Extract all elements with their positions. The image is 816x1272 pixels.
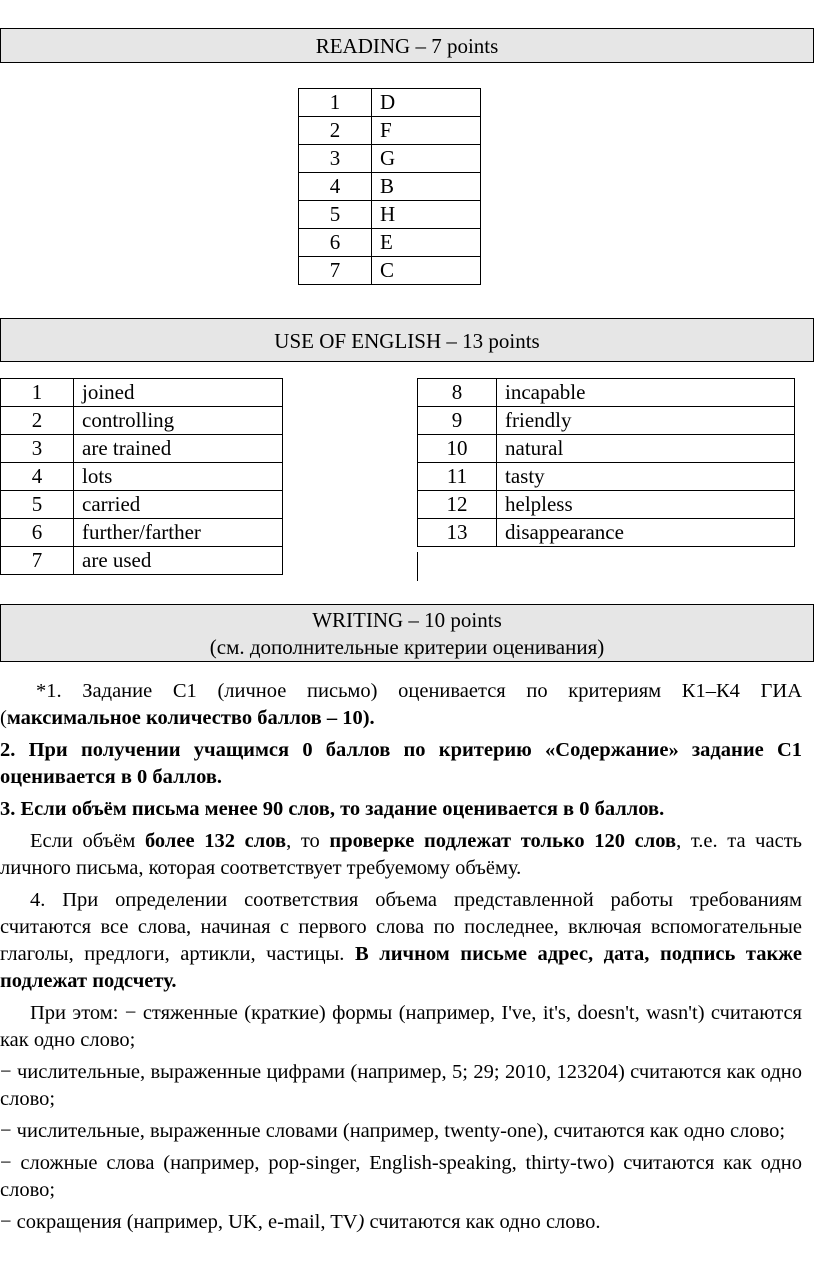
answer-row (299, 117, 481, 145)
writing-banner (0, 604, 814, 662)
reading-banner (0, 28, 814, 63)
use-of-english-title: USE OF ENGLISH – 13 points (274, 329, 540, 353)
answer-row (299, 201, 481, 229)
criteria-paragraph-2: 2. При получении учащимся 0 баллов по критерию «Содержание» задание С1 оценивается в 0 баллов. (0, 739, 802, 788)
use-of-english-right-table (417, 378, 795, 547)
answer-row (418, 519, 795, 547)
answer-number: 6 (1, 519, 74, 547)
answer-row (418, 407, 795, 435)
criteria-paragraph-8: − числительные, выраженные словами (например, twenty-one), считаются как одно слово; (0, 1120, 786, 1142)
answer-value: F (372, 117, 481, 145)
reading-title: READING – 7 points (315, 34, 499, 58)
answer-row (1, 491, 283, 519)
answer-number: 5 (299, 201, 372, 229)
answer-number: 13 (418, 519, 497, 547)
answer-value: D (372, 89, 481, 117)
writing-subtitle: (см. дополнительные критерии оценивания) (209, 635, 605, 659)
answer-value: helpless (497, 491, 795, 519)
writing-criteria-text (0, 678, 802, 1241)
answer-number: 11 (418, 463, 497, 491)
answer-row (1, 519, 283, 547)
criteria-paragraph-1: *1. Задание С1 (личное письмо) оценивается по критериям К1–К4 ГИА (максимальное количество баллов – 10). (0, 680, 802, 729)
answer-value: E (372, 229, 481, 257)
criteria-paragraph-4: Если объём более 132 слов, то проверке подлежат только 120 слов, т.е. та часть личного письма, которая соответствует требуемому объёму. (0, 830, 802, 879)
answer-number: 2 (1, 407, 74, 435)
answer-value: lots (74, 463, 283, 491)
answer-number: 5 (1, 491, 74, 519)
answer-row (418, 435, 795, 463)
answer-value: incapable (497, 379, 795, 407)
answer-number: 9 (418, 407, 497, 435)
answer-value: further/farther (74, 519, 283, 547)
answer-value: H (372, 201, 481, 229)
answer-number: 8 (418, 379, 497, 407)
answer-value: natural (497, 435, 795, 463)
answer-value: are used (74, 547, 283, 575)
answer-value: carried (74, 491, 283, 519)
answer-value: are trained (74, 435, 283, 463)
answer-row (299, 89, 481, 117)
answer-number: 2 (299, 117, 372, 145)
answer-value: tasty (497, 463, 795, 491)
answer-row (1, 407, 283, 435)
answer-value: joined (74, 379, 283, 407)
answer-number: 6 (299, 229, 372, 257)
answer-value: C (372, 257, 481, 285)
answer-value: G (372, 145, 481, 173)
criteria-paragraph-5: 4. При определении соответствия объема представленной работы требованиям считаются все слова, начиная с первого слова по последнее, включая вспомогательные глаголы, предлоги, артикли, частицы. В личном письме адрес, дата, подпись также подлежат подсчету. (0, 889, 803, 992)
answer-value: disappearance (497, 519, 795, 547)
answer-row (418, 379, 795, 407)
criteria-paragraph-3: 3. Если объём письма менее 90 слов, то задание оценивается в 0 баллов. (0, 798, 665, 820)
answer-row (418, 491, 795, 519)
answer-row (299, 257, 481, 285)
use-of-english-banner (0, 318, 814, 362)
answer-row (299, 229, 481, 257)
reading-answers-table (298, 88, 481, 285)
answer-row (1, 435, 283, 463)
answer-value: B (372, 173, 481, 201)
answer-number: 3 (1, 435, 74, 463)
writing-title: WRITING – 10 points (312, 608, 502, 632)
answer-number: 1 (299, 89, 372, 117)
use-of-english-left-table (0, 378, 283, 575)
answer-row (299, 145, 481, 173)
answer-row (1, 463, 283, 491)
answer-number: 7 (299, 257, 372, 285)
criteria-paragraph-7: − числительные, выраженные цифрами (например, 5; 29; 2010, 123204) считаются как одно слово; (0, 1061, 802, 1110)
answer-number: 12 (418, 491, 497, 519)
answer-value: friendly (497, 407, 795, 435)
answer-row (299, 173, 481, 201)
answer-number: 4 (299, 173, 372, 201)
criteria-paragraph-6: При этом: − стяженные (краткие) формы (например, I've, it's, doesn't, wasn't) считаются как одно слово; (0, 1002, 802, 1051)
answer-number: 10 (418, 435, 497, 463)
answer-value: controlling (74, 407, 283, 435)
answer-row (1, 547, 283, 575)
answer-number: 3 (299, 145, 372, 173)
answer-number: 1 (1, 379, 74, 407)
criteria-paragraph-9: − сложные слова (например, pop-singer, English-speaking, thirty-two) считаются как одно слово; (0, 1152, 802, 1201)
table-divider-line (417, 552, 418, 581)
answer-number: 7 (1, 547, 74, 575)
answer-row (418, 463, 795, 491)
answer-row (1, 379, 283, 407)
answer-number: 4 (1, 463, 74, 491)
criteria-paragraph-10: − сокращения (например, UK, e-mail, TV) считаются как одно слово. (0, 1211, 601, 1233)
